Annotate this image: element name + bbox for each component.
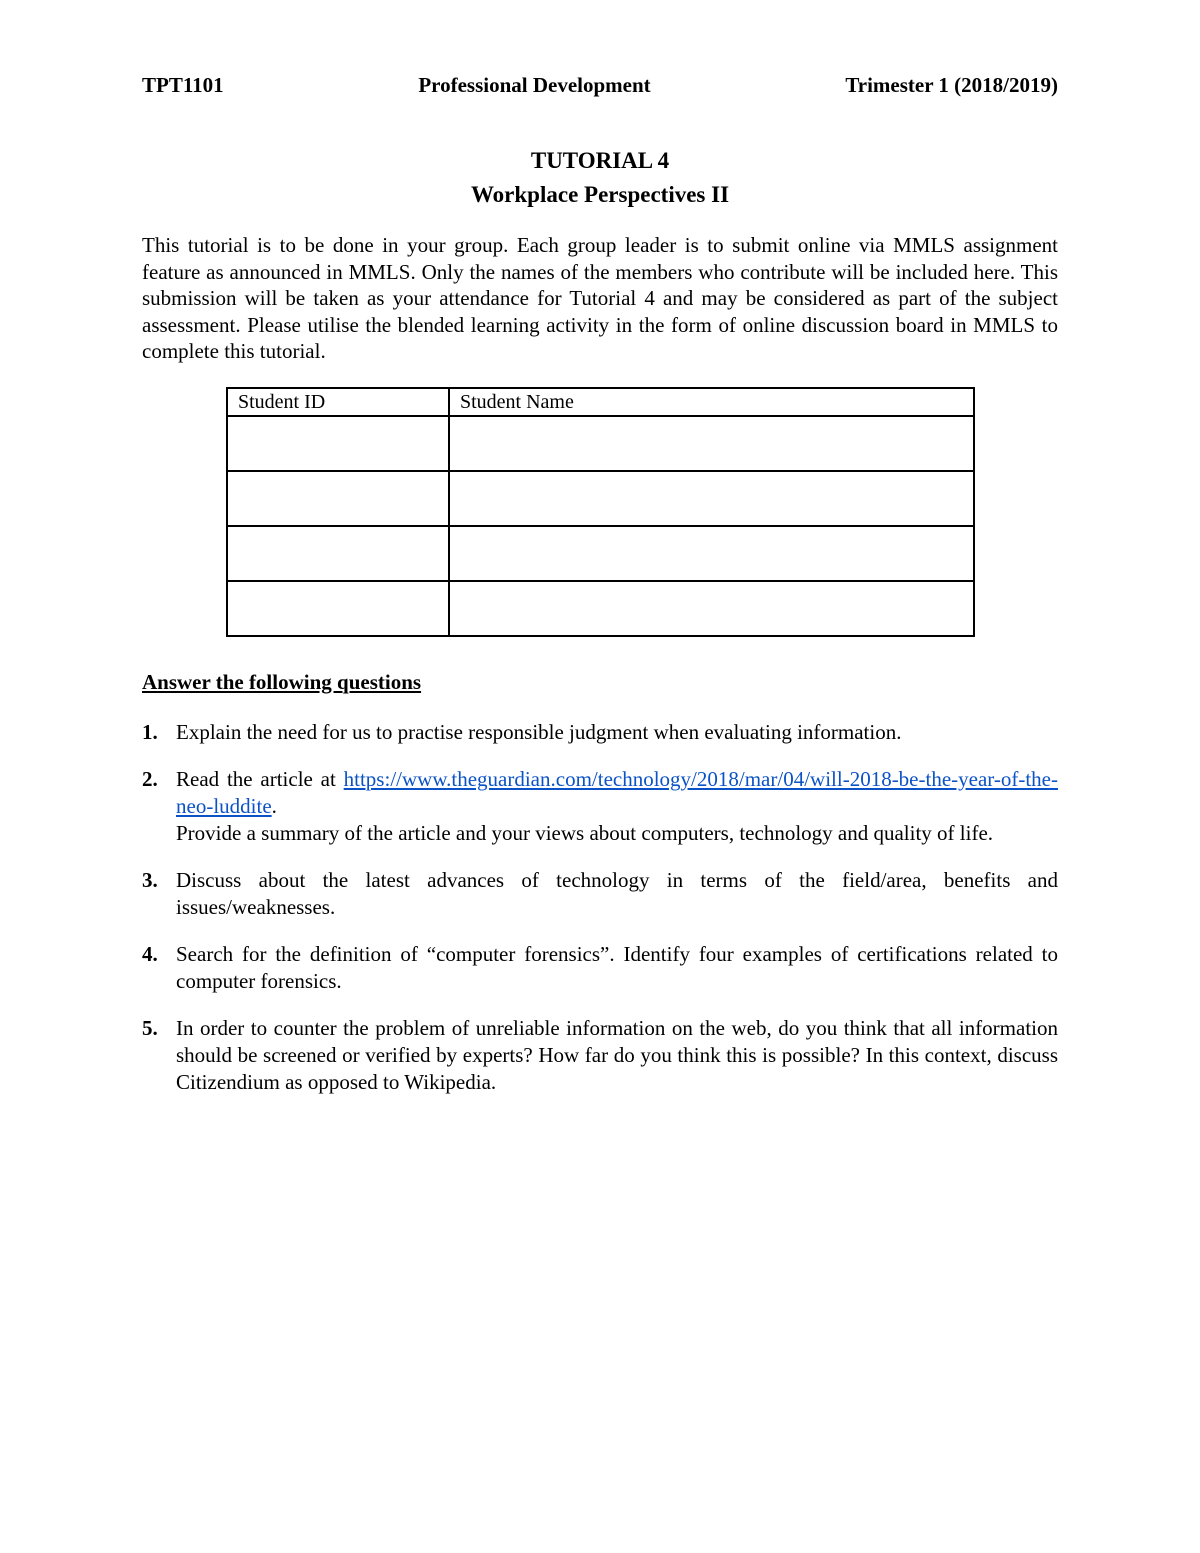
student-id-cell[interactable] bbox=[227, 471, 449, 526]
question-number: 2. bbox=[142, 766, 158, 791]
question-item bbox=[142, 867, 1058, 921]
course-code: TPT1101 bbox=[142, 73, 224, 97]
tutorial-number: TUTORIAL 4 bbox=[530, 148, 670, 173]
table-header-row bbox=[227, 388, 974, 416]
question-list bbox=[142, 719, 1058, 1096]
document-page bbox=[142, 70, 1058, 1116]
header-student-name: Student Name bbox=[449, 388, 974, 416]
term-label: Trimester 1 (2018/2019) bbox=[845, 73, 1058, 97]
question-item bbox=[142, 1015, 1058, 1096]
question-suffix: . bbox=[271, 793, 277, 818]
question-number: 5. bbox=[142, 1015, 158, 1040]
table-row bbox=[227, 416, 974, 471]
intro-paragraph: This tutorial is to be done in your group. Each group leader is to submit online via MMLS assignment feature as announced in MMLS. Only the names of the members who contribute will be included here. This submission will be taken as your attendance for Tutorial 4 and may be considered as part of the subject assessment. Please utilise the blended learning activity in the form of online discussion board in MMLS to complete this tutorial. bbox=[142, 233, 1058, 363]
student-name-cell[interactable] bbox=[449, 581, 974, 636]
question-number: 4. bbox=[142, 941, 158, 966]
question-item bbox=[142, 941, 1058, 995]
student-name-cell[interactable] bbox=[449, 416, 974, 471]
document-title bbox=[142, 144, 1058, 212]
question-text: In order to counter the problem of unreliable information on the web, do you think that all information should be screened or verified by experts? How far do you think this is possible? In this context, discuss Citizendium as opposed to Wikipedia. bbox=[176, 1015, 1058, 1094]
question-text bbox=[176, 766, 1058, 847]
question-followup: Provide a summary of the article and your views about computers, technology and quality of life. bbox=[176, 820, 994, 845]
student-table bbox=[226, 387, 975, 637]
question-item bbox=[142, 719, 1058, 746]
student-name-cell[interactable] bbox=[449, 471, 974, 526]
questions-heading: Answer the following questions bbox=[142, 669, 422, 694]
student-name-cell[interactable] bbox=[449, 526, 974, 581]
tutorial-topic: Workplace Perspectives II bbox=[470, 182, 730, 207]
question-text: Discuss about the latest advances of technology in terms of the field/area, benefits and issues/weaknesses. bbox=[176, 867, 1058, 919]
table-row bbox=[227, 526, 974, 581]
table-row bbox=[227, 471, 974, 526]
question-text: Explain the need for us to practise responsible judgment when evaluating information. bbox=[176, 719, 902, 744]
question-text: Search for the definition of “computer forensics”. Identify four examples of certifications related to computer forensics. bbox=[176, 941, 1058, 993]
student-id-cell[interactable] bbox=[227, 416, 449, 471]
question-number: 1. bbox=[142, 719, 158, 744]
student-id-cell[interactable] bbox=[227, 581, 449, 636]
question-item bbox=[142, 766, 1058, 847]
question-number: 3. bbox=[142, 867, 158, 892]
course-name: Professional Development bbox=[418, 73, 651, 97]
student-id-cell[interactable] bbox=[227, 526, 449, 581]
page-header bbox=[142, 70, 1058, 100]
question-prefix: Read the article at bbox=[176, 766, 344, 791]
header-student-id: Student ID bbox=[227, 388, 449, 416]
table-row bbox=[227, 581, 974, 636]
article-link[interactable]: https://www.theguardian.com/technology/2018/mar/04/will-2018-be-the-year-of-the-neo-luddite bbox=[176, 766, 1058, 818]
